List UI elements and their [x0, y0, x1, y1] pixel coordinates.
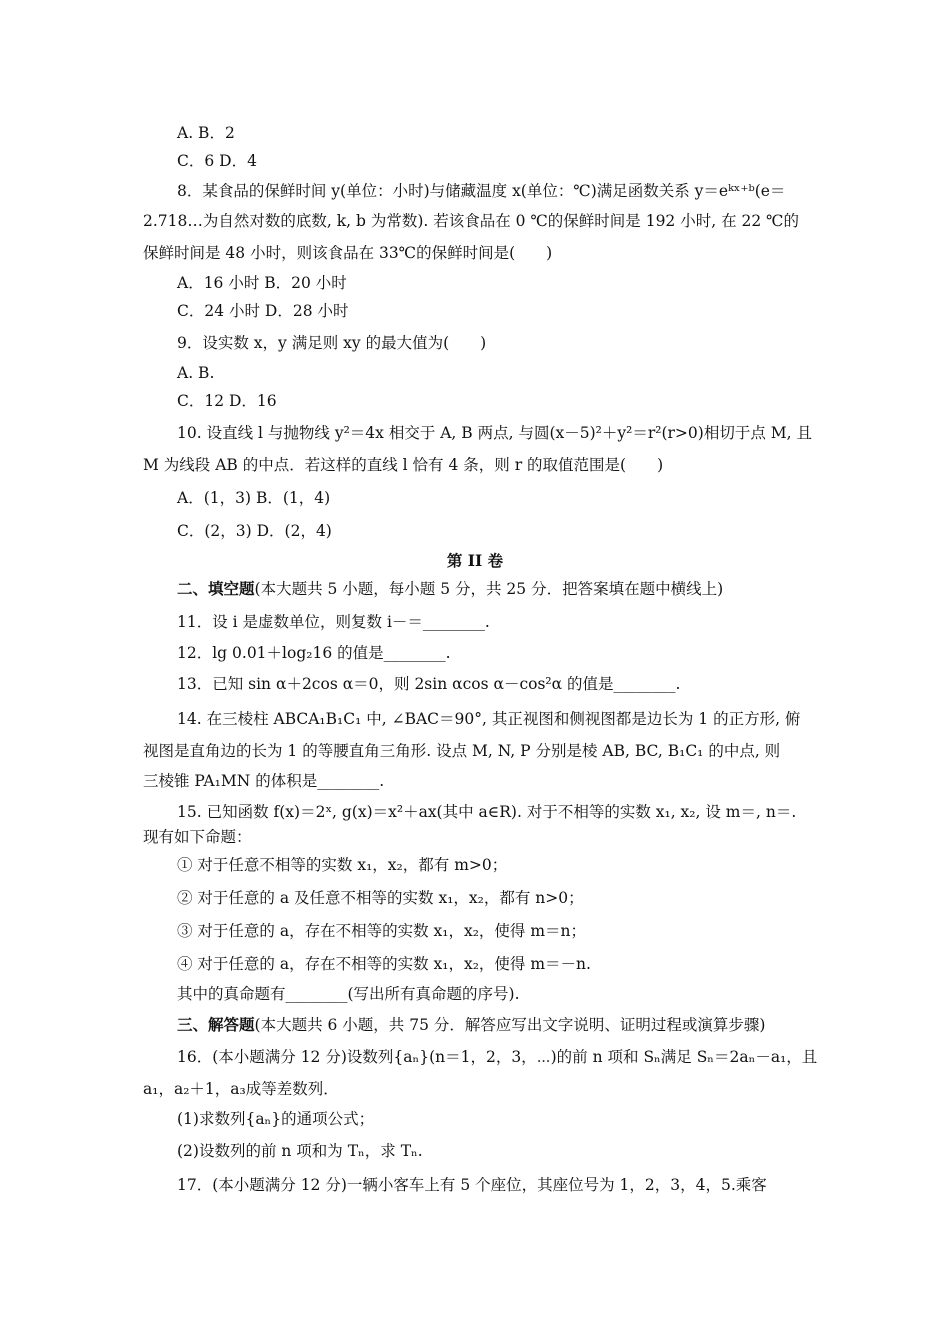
q8-options-ab: A．16 小时 B．20 小时: [177, 274, 347, 292]
q16-part2: (2)设数列的前 n 项和为 Tₙ，求 Tₙ.: [177, 1142, 423, 1160]
q16-line1: 16．(本小题满分 12 分)设数列{aₙ}(n＝1，2，3，⋯)的前 n 项和 Sₙ满足 Sₙ＝2aₙ－a₁，且: [177, 1048, 818, 1066]
q10-options-ab: A．(1，3) B．(1，4): [177, 489, 331, 507]
q8-options-cd: C．24 小时 D．28 小时: [177, 302, 349, 320]
q16-line2: a₁，a₂＋1，a₃成等差数列．: [143, 1080, 339, 1098]
q10-stem-line1: 10. 设直线 l 与抛物线 y²＝4x 相交于 A, B 两点, 与圆(x－5)²＋y²＝r²(r>0)相切于点 M, 且: [177, 424, 812, 442]
section-2-heading: 二、填空题(本大题共 5 小题，每小题 5 分，共 25 分．把答案填在题中横线上): [177, 579, 724, 598]
q15-line2: 现有如下命题：: [143, 828, 252, 846]
section-3-heading: 三、解答题(本大题共 6 小题，共 75 分．解答应写出文字说明、证明过程或演算步骤): [177, 1015, 766, 1034]
volume-heading: 第 II 卷: [446, 551, 504, 570]
q14-line2: 视图是直角边的长为 1 的等腰直角三角形. 设点 M, N, P 分别是棱 AB, BC, B₁C₁ 的中点, 则: [143, 742, 781, 760]
q15-statement-1: ① 对于任意不相等的实数 x₁，x₂，都有 m>0；: [177, 856, 508, 874]
q10-options-cd: C．(2，3) D．(2，4): [177, 522, 332, 540]
q9-stem: 9．设实数 x，y 满足则 xy 的最大值为( ): [177, 334, 487, 352]
q15-statement-2: ② 对于任意的 a 及任意不相等的实数 x₁，x₂，都有 n>0；: [177, 889, 584, 907]
q15-statement-3: ③ 对于任意的 a，存在不相等的实数 x₁，x₂，使得 m＝n；: [177, 922, 587, 940]
q8-stem-line3: 保鲜时间是 48 小时，则该食品在 33℃的保鲜时间是( ): [143, 244, 553, 262]
q8-stem-line2: 2.718…为自然对数的底数, k, b 为常数). 若该食品在 0 ℃的保鲜时间是 192 小时, 在 22 ℃的: [143, 212, 799, 230]
q9-options-cd: C．12 D．16: [177, 392, 277, 410]
q11: 11．设 i 是虚数单位，则复数 i－＝________.: [177, 613, 490, 631]
q8-stem-line1: 8．某食品的保鲜时间 y(单位：小时)与储藏温度 x(单位：℃)满足函数关系 y＝eᵏˣ⁺ᵇ(e＝: [177, 182, 786, 200]
q7-options-ab: A. B．2: [177, 124, 235, 142]
q15-line1: 15. 已知函数 f(x)＝2ˣ, g(x)＝x²＋ax(其中 a∈R). 对于不相等的实数 x₁, x₂, 设 m＝, n＝.: [177, 803, 797, 821]
q12: 12．lg 0.01＋log₂16 的值是________.: [177, 644, 451, 662]
q13: 13．已知 sin α＋2cos α＝0，则 2sin αcos α－cos²α 的值是________.: [177, 675, 681, 693]
q10-stem-line2: M 为线段 AB 的中点．若这样的直线 l 恰有 4 条，则 r 的取值范围是( ): [143, 456, 664, 474]
q15-statement-4: ④ 对于任意的 a，存在不相等的实数 x₁，x₂，使得 m＝－n.: [177, 955, 591, 973]
q14-line1: 14. 在三棱柱 ABCA₁B₁C₁ 中, ∠BAC＝90°, 其正视图和侧视图都是边长为 1 的正方形, 俯: [177, 710, 801, 728]
q7-options-cd: C．6 D．4: [177, 152, 257, 170]
q9-options-ab: A. B.: [177, 364, 215, 382]
q16-part1: (1)求数列{aₙ}的通项公式；: [177, 1110, 375, 1128]
q17-line1: 17．(本小题满分 12 分)一辆小客车上有 5 个座位，其座位号为 1，2，3，4，5.乘客: [177, 1176, 767, 1194]
q15-answer-prompt: 其中的真命题有________(写出所有真命题的序号).: [177, 985, 520, 1003]
q14-line3: 三棱锥 PA₁MN 的体积是________.: [143, 772, 385, 790]
